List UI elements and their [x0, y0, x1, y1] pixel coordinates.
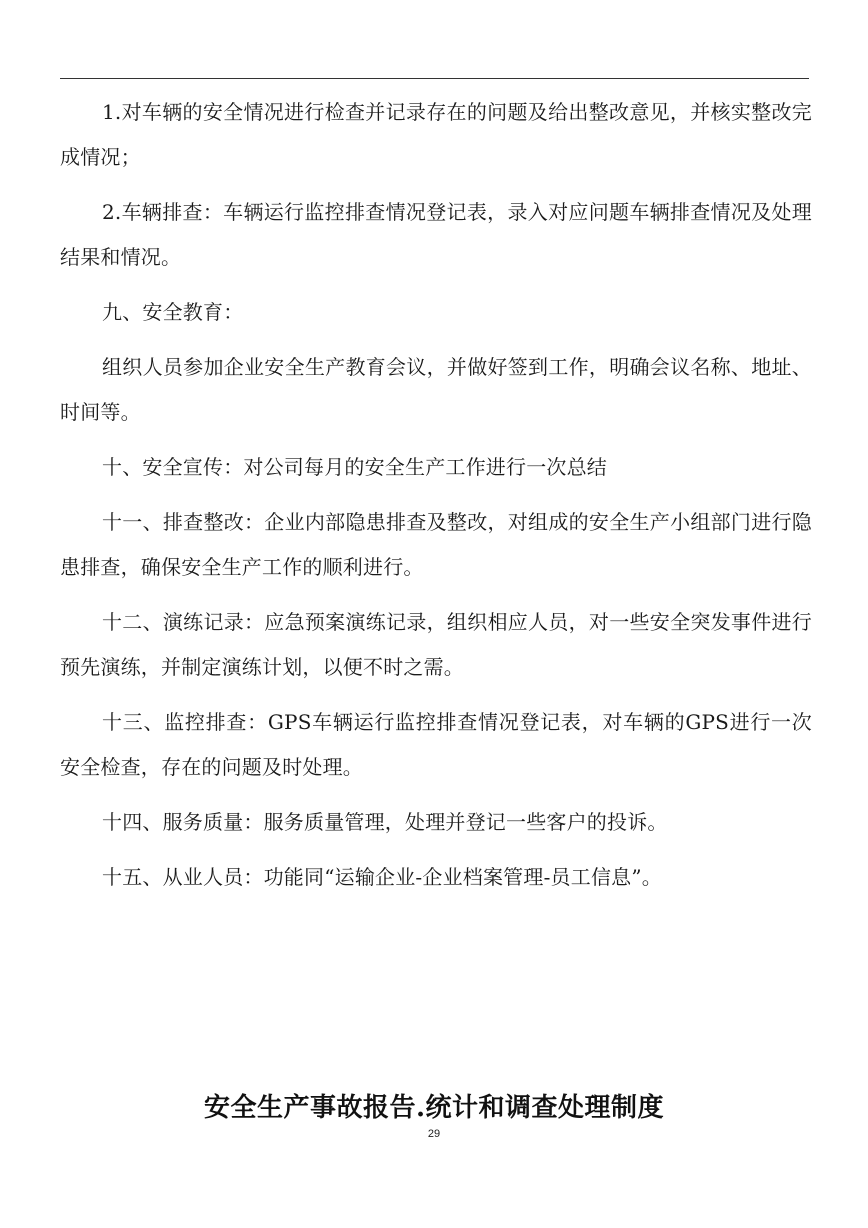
page-number: 29: [427, 1128, 441, 1140]
paragraph-hazard-rectification: 十一、排查整改：企业内部隐患排查及整改，对组成的安全生产小组部门进行隐患排查，确保安全生产工作的顺利进行。: [60, 510, 812, 579]
header-rule: [60, 78, 809, 79]
paragraph-employees: 十五、从业人员：功能同“运输企业-企业档案管理-员工信息”。: [102, 865, 662, 889]
paragraph-service-quality: 十四、服务质量：服务质量管理，处理并登记一些客户的投诉。: [102, 810, 668, 834]
paragraph-vehicle-check: 2.车辆排查：车辆运行监控排查情况登记表，录入对应问题车辆排查情况及处理结果和情况。: [60, 200, 812, 269]
paragraph-monitoring-check: 十三、监控排查：GPS车辆运行监控排查情况登记表，对车辆的GPS进行一次安全检查，存在的问题及时处理。: [60, 710, 812, 779]
heading-safety-education: 九、安全教育：: [102, 300, 244, 324]
section-title: 安全生产事故报告.统计和调查处理制度: [203, 1093, 665, 1123]
paragraph-safety-publicity: 十、安全宣传：对公司每月的安全生产工作进行一次总结: [102, 455, 607, 479]
paragraph-vehicle-inspection: 1.对车辆的安全情况进行检查并记录存在的问题及给出整改意见，并核实整改完成情况；: [60, 100, 812, 169]
document-body: [60, 90, 812, 910]
paragraph-drill-records: 十二、演练记录：应急预案演练记录，组织相应人员，对一些安全突发事件进行预先演练，并制定演练计划，以便不时之需。: [60, 610, 812, 679]
paragraph-safety-education: 组织人员参加企业安全生产教育会议，并做好签到工作，明确会议名称、地址、时间等。: [60, 355, 812, 424]
